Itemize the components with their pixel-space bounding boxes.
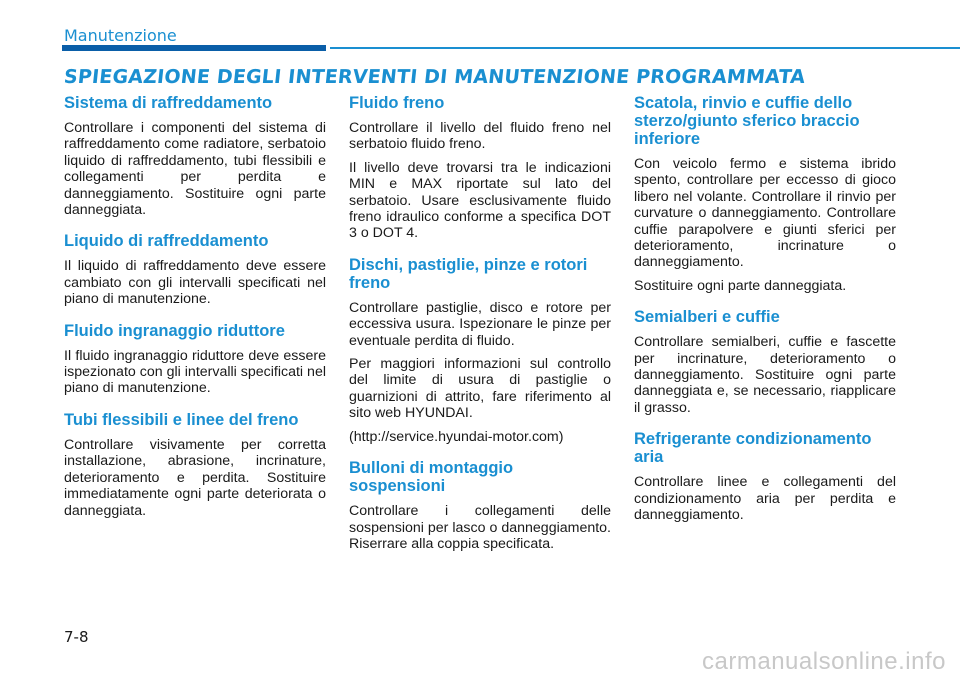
section-paragraph: Con veicolo fermo e sistema ibrido spento, controllare per eccesso di gioco libero nel volante. Controllare il rinvio per curvature o danneggiamento. Controllare cuffie parapolvere e giunti sferici per deterioramento, incrinature o danneggiamento.	[634, 156, 896, 271]
section-heading: Scatola, rinvio e cuffie dello sterzo/giunto sferico braccio inferiore	[634, 94, 860, 148]
column-1	[64, 94, 326, 533]
section-brake-hoses	[64, 411, 326, 519]
section-coolant	[64, 232, 326, 307]
column-3	[634, 94, 896, 538]
section-reducer-fluid	[64, 322, 326, 397]
section-paragraph: Controllare visivamente per corretta installazione, abrasione, incrinature, deterioramento e perdita. Sostituire immediatamente ogni parte deteriorata o danneggiata.	[64, 436, 326, 519]
section-paragraph: Sostituire ogni parte danneggiata.	[634, 277, 847, 294]
header-rule-thin	[330, 47, 960, 49]
header-rule-thick	[62, 45, 326, 51]
section-heading: Liquido di raffreddamento	[64, 232, 269, 251]
section-brake-fluid	[349, 94, 611, 242]
section-url: (http://service.hyundai-motor.com)	[349, 428, 564, 445]
section-steering	[634, 94, 896, 294]
section-heading: Bulloni di montaggio sospensioni	[349, 459, 514, 496]
watermark: carmanualsonline.info	[702, 648, 946, 675]
section-brake-discs	[349, 256, 611, 445]
section-cooling-system	[64, 94, 326, 218]
section-suspension-bolts	[349, 459, 611, 552]
section-heading: Fluido ingranaggio riduttore	[64, 321, 285, 340]
section-paragraph: Controllare i componenti del sistema di raffreddamento come radiatore, serbatoio liquido di raffreddamento, tubi flessibili e collegamenti per perdita e danneggiamento. Sostituire ogni parte danneggiata.	[64, 120, 326, 219]
section-paragraph: Controllare pastiglie, disco e rotore per eccessiva usura. Ispezionare le pinze per eventuale perdita di fluido.	[349, 299, 611, 349]
section-heading: Tubi flessibili e linee del freno	[64, 410, 299, 429]
section-heading: Semialberi e cuffie	[634, 308, 780, 327]
page-number: 7-8	[64, 628, 89, 646]
section-heading: Refrigerante condizionamento aria	[634, 430, 872, 467]
section-paragraph: Controllare semialberi, cuffie e fascette per incrinature, deterioramento o danneggiamento. Sostituire ogni parte danneggiata e, se necessario, riapplicare il grasso.	[634, 334, 896, 416]
column-2	[349, 94, 611, 566]
section-paragraph: Controllare linee e collegamenti del condizionamento aria per perdita e danneggiamento.	[634, 474, 896, 524]
section-paragraph: Il liquido di raffreddamento deve essere cambiato con gli intervalli specificati nel piano di manutenzione.	[64, 258, 326, 308]
section-label: Manutenzione	[64, 26, 177, 45]
section-paragraph: Controllare il livello del fluido freno nel serbatoio fluido freno.	[349, 120, 611, 153]
section-paragraph: Per maggiori informazioni sul controllo del limite di usura di pastiglie o guarnizioni di attrito, fare riferimento al sito web HYUNDAI.	[349, 356, 611, 422]
section-heading: Sistema di raffreddamento	[64, 94, 273, 112]
section-paragraph: Il livello deve trovarsi tra le indicazioni MIN e MAX riportate sul lato del serbatoio. Usare esclusivamente fluido freno idraulico conforme a specifica DOT 3 o DOT 4.	[349, 159, 611, 242]
section-heading: Dischi, pastiglie, pinze e rotori freno	[349, 255, 588, 292]
page-title: SPIEGAZIONE DEGLI INTERVENTI DI MANUTENZIONE PROGRAMMATA	[62, 66, 807, 88]
section-paragraph: Il fluido ingranaggio riduttore deve essere ispezionato con gli intervalli specificati nel piano di manutenzione.	[64, 347, 326, 397]
section-heading: Fluido freno	[349, 94, 445, 112]
section-ac-refrigerant	[634, 430, 896, 523]
section-drive-shafts	[634, 308, 896, 416]
section-paragraph: Controllare i collegamenti delle sospensioni per lasco o danneggiamento. Riserrare alla coppia specificata.	[349, 503, 611, 552]
